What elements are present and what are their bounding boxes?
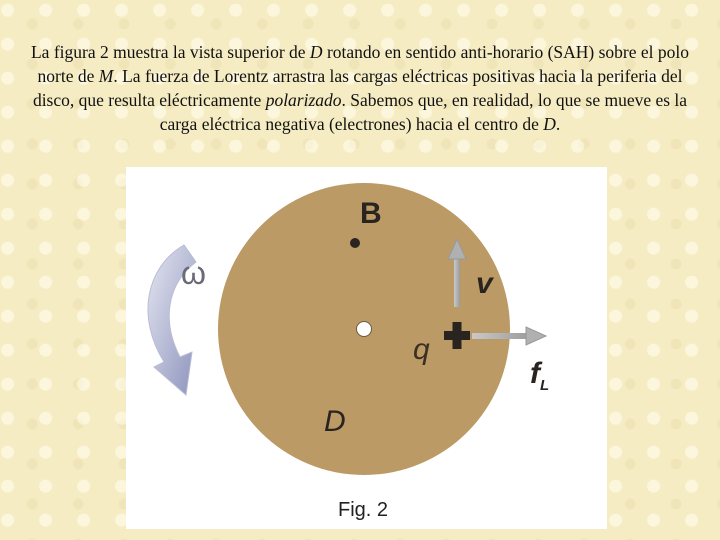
figure-panel [126,167,607,529]
lorentz-arrow-shaft [472,333,532,339]
figure-number: Fig. 2 [338,499,389,521]
label-lorentz-force [530,357,549,394]
caption-magnet-symbol: M [98,66,114,86]
label-omega: ω [181,255,206,291]
label-f: f [530,357,540,390]
b-pole-dot [350,238,360,248]
label-charge: q [413,333,430,366]
caption-part: . [555,114,561,134]
caption-part: . La fuerza de Lorentz arrastra las cargas eléctricas positivas hacia la periferia del disco, que resulta eléctricamente [32,66,683,110]
velocity-arrow-shaft [454,255,460,307]
caption-disk-symbol: D [543,114,556,134]
caption-disk-symbol: D [309,42,323,62]
label-velocity: v [476,267,493,300]
label-disk: D [324,405,346,438]
label-f-subscript: L [540,377,550,394]
caption-part: La figura 2 muestra la vista superior de [30,42,310,62]
caption-part: rotando en sentido anti-horario (SAH) sobre el polo norte de [37,42,690,86]
caption-text [20,40,700,136]
plus-charge-vertical [453,322,462,349]
caption-part: . Sabemos que, en realidad, lo que se mueve es la carga eléctrica negativa (electrones) hacia el centro de [159,90,688,134]
label-b-field: B [360,197,382,230]
caption-polarizado: polarizado [265,90,342,110]
disk-center-hole [357,322,372,337]
lorentz-arrow-head-icon [526,327,546,345]
